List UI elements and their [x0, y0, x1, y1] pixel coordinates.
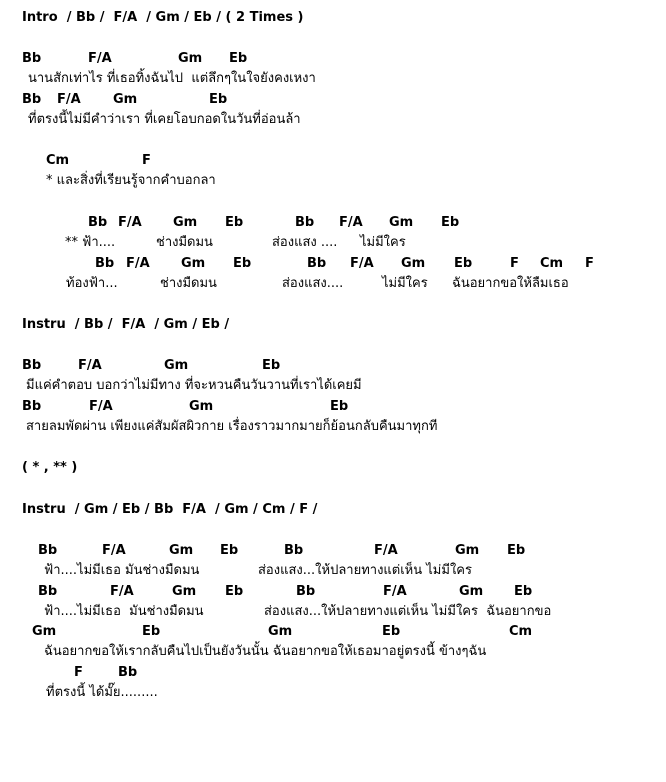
chord: Eb: [382, 624, 401, 639]
verse1-lyric-line-2: [0, 110, 666, 130]
instru1-line: [0, 315, 666, 335]
chord: Bb: [307, 256, 327, 271]
outro-chord-line-4: [0, 663, 666, 683]
chord: Gm: [189, 399, 214, 414]
verse1-chord-line-2: [0, 90, 666, 110]
lyric: ช่างมืดมน: [156, 235, 213, 250]
intro-text: Intro / Bb / F/A / Gm / Eb / ( 2 Times ): [22, 10, 304, 25]
chord: F/A: [350, 256, 374, 271]
chord: Bb: [22, 358, 42, 373]
outro-lyric-line-2: [0, 602, 666, 622]
chord: Eb: [330, 399, 349, 414]
chord: Gm: [173, 215, 198, 230]
repeat-line: [0, 458, 666, 478]
chord: F/A: [57, 92, 81, 107]
lyric: ไม่มีใคร: [382, 276, 428, 291]
outro-lyric-line-4: [0, 683, 666, 703]
chord: F/A: [383, 584, 407, 599]
lyric: ที่ตรงนี้ไม่มีคำว่าเรา ที่เคยโอบกอดในวันที่อ่อนล้า: [28, 112, 301, 127]
chord: Bb: [284, 543, 304, 558]
verse1-chord-line-1: [0, 49, 666, 69]
chord: Bb: [295, 215, 315, 230]
pre-lyric-line: [0, 171, 666, 191]
pre-chord-line: [0, 151, 666, 171]
chord: Eb: [441, 215, 460, 230]
lyric: ท้องฟ้า...: [66, 276, 118, 291]
lyric: * และสิ่งที่เรียนรู้จากคำบอกลา: [46, 173, 216, 188]
chord: Bb: [22, 399, 42, 414]
chord: Eb: [507, 543, 526, 558]
lyric: ฟ้า....ไม่มีเธอ มันช่างมืดมน: [44, 604, 204, 619]
chord: Eb: [454, 256, 473, 271]
lyric: ส่องแสง....: [282, 276, 344, 291]
lyric: ส่องแสง...ให้ปลายทางแต่เห็น ไม่มีใคร ฉันอยากขอ: [264, 604, 552, 619]
verse2-chord-line-2: [0, 397, 666, 417]
chorus-lyric-line-2: [0, 274, 666, 294]
chorus-lyric-line-1: [0, 233, 666, 253]
outro-chord-line-3: [0, 622, 666, 642]
lyric: ** ฟ้า....: [65, 235, 116, 250]
chord: Eb: [514, 584, 533, 599]
chord: Gm: [459, 584, 484, 599]
chord: Bb: [38, 543, 58, 558]
chord: Eb: [209, 92, 228, 107]
outro-chord-line-1: [0, 541, 666, 561]
chord: Eb: [225, 215, 244, 230]
verse2-chord-line-1: [0, 356, 666, 376]
lyric: ส่องแสง ....: [272, 235, 338, 250]
chord: Cm: [509, 624, 533, 639]
chord: F: [510, 256, 519, 271]
chord: F/A: [102, 543, 126, 558]
repeat-text: ( * , ** ): [22, 460, 78, 475]
chord: Eb: [262, 358, 281, 373]
lyric: นานสักเท่าไร ที่เธอทิ้งฉันไป แต่ลึกๆในใจยังคงเหงา: [28, 71, 316, 86]
chord: Gm: [178, 51, 203, 66]
outro-chord-line-2: [0, 582, 666, 602]
chord: F/A: [126, 256, 150, 271]
chord: F/A: [374, 543, 398, 558]
outro-lyric-line-3: [0, 642, 666, 662]
chord: Bb: [38, 584, 58, 599]
chord: Gm: [268, 624, 293, 639]
chord: Eb: [233, 256, 252, 271]
lyric: ส่องแสง...ให้ปลายทางแต่เห็น ไม่มีใคร: [258, 563, 472, 578]
instru2-text: Instru / Gm / Eb / Bb F/A / Gm / Cm / F /: [22, 502, 318, 517]
lyric: ไม่มีใคร: [360, 235, 406, 250]
chord: Eb: [225, 584, 244, 599]
chord: Eb: [220, 543, 239, 558]
chord: Bb: [22, 51, 42, 66]
intro-line: [0, 8, 666, 28]
chord: Cm: [46, 153, 70, 168]
chord: Bb: [22, 92, 42, 107]
chord: F/A: [110, 584, 134, 599]
chorus-chord-line-1: [0, 213, 666, 233]
chord: F: [585, 256, 594, 271]
chorus-chord-line-2: [0, 254, 666, 274]
chord: Gm: [113, 92, 138, 107]
chord: Cm: [540, 256, 564, 271]
lyric: ฉันอยากขอให้เรากลับคืนไปเป็นยังวันนั้น ฉันอยากขอให้เธอมาอยู่ตรงนี้ ข้างๆฉัน: [44, 644, 487, 659]
verse2-lyric-line-2: [0, 417, 666, 437]
chord: F/A: [339, 215, 363, 230]
chord: Bb: [88, 215, 108, 230]
chord: Gm: [401, 256, 426, 271]
chord: Gm: [164, 358, 189, 373]
lyric: ฟ้า....ไม่มีเธอ มันช่างมืดมน: [44, 563, 200, 578]
chord: F/A: [78, 358, 102, 373]
lyric: ที่ตรงนี้ ได้มั๊ย.........: [46, 685, 158, 700]
chord: Gm: [389, 215, 414, 230]
lyric: มีแค่คำตอบ บอกว่าไม่มีทาง ที่จะหวนคืนวันวานที่เราได้เคยมี: [26, 378, 362, 393]
lyric: ฉันอยากขอให้ลืมเธอ: [452, 276, 569, 291]
chord: Gm: [169, 543, 194, 558]
chord: Eb: [142, 624, 161, 639]
chord: Eb: [229, 51, 248, 66]
chord: F/A: [118, 215, 142, 230]
chord: Gm: [172, 584, 197, 599]
verse1-lyric-line-1: [0, 69, 666, 89]
chord: Gm: [32, 624, 57, 639]
chord: F: [74, 665, 83, 680]
lyric: ช่างมืดมน: [160, 276, 217, 291]
instru1-text: Instru / Bb / F/A / Gm / Eb /: [22, 317, 230, 332]
chord: Bb: [118, 665, 138, 680]
instru2-line: [0, 500, 666, 520]
chord: F/A: [88, 51, 112, 66]
outro-lyric-line-1: [0, 561, 666, 581]
chord: Bb: [296, 584, 316, 599]
lyric: สายลมพัดผ่าน เพียงแค่สัมผัสผิวกาย เรื่องราวมากมายก็ย้อนกลับคืนมาทุกที: [26, 419, 438, 434]
chord: F: [142, 153, 151, 168]
chord: F/A: [89, 399, 113, 414]
chord: Gm: [181, 256, 206, 271]
verse2-lyric-line-1: [0, 376, 666, 396]
chord: Gm: [455, 543, 480, 558]
chord: Bb: [95, 256, 115, 271]
